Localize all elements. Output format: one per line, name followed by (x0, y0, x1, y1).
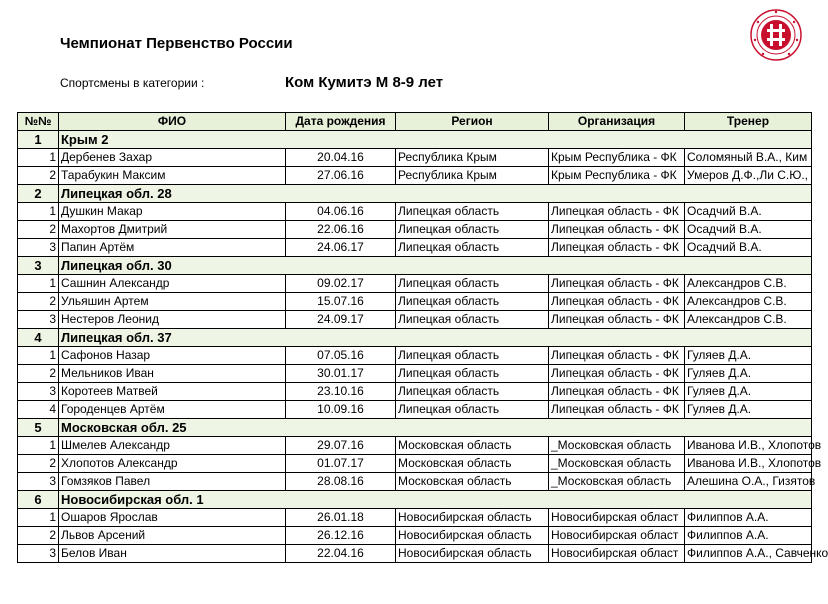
athletes-table (17, 112, 828, 563)
athlete-dob: 24.09.17 (286, 311, 396, 329)
athlete-organization: _Московская область (549, 455, 685, 473)
athlete-dob: 20.04.16 (286, 149, 396, 167)
athlete-organization: _Московская область (549, 473, 685, 491)
athlete-coach: Иванова И.В., Хлопотов (685, 455, 812, 473)
athlete-index: 1 (18, 509, 59, 527)
table-header-row (18, 113, 812, 131)
athlete-coach: Филиппов А.А. (685, 527, 812, 545)
athlete-name: Львов Арсений (59, 527, 286, 545)
athlete-name: Городенцев Артём (59, 401, 286, 419)
athlete-name: Махортов Дмитрий (59, 221, 286, 239)
group-name: Липецкая обл. 28 (59, 185, 812, 203)
athlete-name: Гомзяков Павел (59, 473, 286, 491)
athlete-name: Коротеев Матвей (59, 383, 286, 401)
athlete-coach: Осадчий В.А. (685, 221, 812, 239)
athlete-region: Липецкая область (396, 383, 549, 401)
athlete-dob: 15.07.16 (286, 293, 396, 311)
athlete-coach: Александров С.В. (685, 311, 812, 329)
athlete-name: Папин Артём (59, 239, 286, 257)
athlete-organization: Липецкая область - ФК (549, 221, 685, 239)
athlete-coach: Гуляев Д.А. (685, 347, 812, 365)
athlete-dob: 30.01.17 (286, 365, 396, 383)
table-row (18, 545, 812, 563)
athlete-coach: Александров С.В. (685, 275, 812, 293)
athlete-name: Шмелев Александр (59, 437, 286, 455)
table-row (18, 221, 812, 239)
group-row (18, 185, 812, 203)
athlete-coach: Гуляев Д.А. (685, 383, 812, 401)
athlete-name: Мельников Иван (59, 365, 286, 383)
athlete-organization: Липецкая область - ФК (549, 239, 685, 257)
group-row (18, 257, 812, 275)
table-row (18, 149, 812, 167)
athlete-dob: 22.06.16 (286, 221, 396, 239)
table-row (18, 509, 812, 527)
athlete-index: 1 (18, 203, 59, 221)
athlete-region: Липецкая область (396, 347, 549, 365)
athlete-name: Ошаров Ярослав (59, 509, 286, 527)
group-row (18, 131, 812, 149)
athlete-dob: 09.02.17 (286, 275, 396, 293)
athlete-region: Новосибирская область (396, 509, 549, 527)
category-label: Спортсмены в категории : (60, 76, 205, 90)
athlete-organization: Липецкая область - ФК (549, 293, 685, 311)
athlete-dob: 26.01.18 (286, 509, 396, 527)
athlete-organization: Липецкая область - ФК (549, 383, 685, 401)
group-name: Московская обл. 25 (59, 419, 812, 437)
athlete-index: 2 (18, 455, 59, 473)
athlete-dob: 04.06.16 (286, 203, 396, 221)
athlete-name: Хлопотов Александр (59, 455, 286, 473)
page-title: Чемпионат Первенство России (60, 35, 293, 52)
group-row (18, 491, 812, 509)
athlete-dob: 23.10.16 (286, 383, 396, 401)
athlete-organization: Липецкая область - ФК (549, 311, 685, 329)
group-number: 2 (18, 185, 59, 203)
athlete-region: Новосибирская область (396, 527, 549, 545)
group-row (18, 419, 812, 437)
athlete-index: 4 (18, 401, 59, 419)
athlete-organization: Липецкая область - ФК (549, 275, 685, 293)
athlete-coach: Александров С.В. (685, 293, 812, 311)
athlete-index: 1 (18, 347, 59, 365)
athlete-organization: Липецкая область - ФК (549, 203, 685, 221)
table-row (18, 437, 812, 455)
athlete-name: Тарабукин Максим (59, 167, 286, 185)
table-row (18, 167, 812, 185)
column-header-coach: Тренер (685, 113, 812, 131)
table-row (18, 401, 812, 419)
group-number: 4 (18, 329, 59, 347)
athlete-coach: Алешина О.А., Гизятов (685, 473, 812, 491)
athlete-coach: Умеров Д.Ф.,Ли С.Ю., (685, 167, 812, 185)
athlete-dob: 10.09.16 (286, 401, 396, 419)
athlete-index: 2 (18, 167, 59, 185)
athlete-index: 2 (18, 293, 59, 311)
athlete-coach: Филиппов А.А. (685, 509, 812, 527)
group-name: Липецкая обл. 30 (59, 257, 812, 275)
athlete-region: Московская область (396, 455, 549, 473)
athlete-coach: Гуляев Д.А. (685, 365, 812, 383)
column-header-number: №№ (18, 113, 59, 131)
athlete-dob: 22.04.16 (286, 545, 396, 563)
group-name: Крым 2 (59, 131, 812, 149)
table-row (18, 455, 812, 473)
athlete-organization: Липецкая область - ФК (549, 401, 685, 419)
athlete-index: 2 (18, 221, 59, 239)
group-name: Липецкая обл. 37 (59, 329, 812, 347)
athlete-index: 3 (18, 383, 59, 401)
column-header-dob: Дата рождения (286, 113, 396, 131)
athlete-region: Республика Крым (396, 167, 549, 185)
athlete-region: Липецкая область (396, 221, 549, 239)
athlete-organization: Крым Республика - ФК (549, 149, 685, 167)
athlete-index: 2 (18, 365, 59, 383)
table-row (18, 365, 812, 383)
athlete-region: Московская область (396, 473, 549, 491)
table-row (18, 311, 812, 329)
table-row (18, 527, 812, 545)
column-header-organization: Организация (549, 113, 685, 131)
athlete-region: Липецкая область (396, 401, 549, 419)
athlete-dob: 24.06.17 (286, 239, 396, 257)
group-number: 6 (18, 491, 59, 509)
athlete-name: Сафонов Назар (59, 347, 286, 365)
athlete-name: Душкин Макар (59, 203, 286, 221)
group-number: 3 (18, 257, 59, 275)
athlete-region: Липецкая область (396, 275, 549, 293)
group-name: Новосибирская обл. 1 (59, 491, 812, 509)
athlete-dob: 29.07.16 (286, 437, 396, 455)
category-value: Ком Кумитэ М 8-9 лет (285, 74, 444, 91)
athlete-organization: _Московская область (549, 437, 685, 455)
athlete-dob: 28.08.16 (286, 473, 396, 491)
column-header-name: ФИО (59, 113, 286, 131)
athlete-region: Республика Крым (396, 149, 549, 167)
athlete-region: Новосибирская область (396, 545, 549, 563)
athlete-index: 2 (18, 527, 59, 545)
athlete-coach: Осадчий В.А. (685, 203, 812, 221)
athlete-coach: Гуляев Д.А. (685, 401, 812, 419)
athlete-region: Московская область (396, 437, 549, 455)
athlete-index: 1 (18, 437, 59, 455)
athlete-organization: Липецкая область - ФК (549, 365, 685, 383)
athlete-index: 1 (18, 275, 59, 293)
athlete-region: Липецкая область (396, 365, 549, 383)
table-row (18, 293, 812, 311)
athlete-region: Липецкая область (396, 239, 549, 257)
table-row (18, 383, 812, 401)
table-row (18, 239, 812, 257)
athlete-organization: Новосибирская област (549, 509, 685, 527)
table-row (18, 203, 812, 221)
karate-federation-logo-icon (749, 8, 803, 62)
athlete-index: 3 (18, 239, 59, 257)
table-row (18, 275, 812, 293)
athlete-name: Белов Иван (59, 545, 286, 563)
athlete-index: 3 (18, 311, 59, 329)
athlete-coach: Иванова И.В., Хлопотов (685, 437, 812, 455)
athlete-index: 1 (18, 149, 59, 167)
athlete-dob: 07.05.16 (286, 347, 396, 365)
athlete-organization: Новосибирская област (549, 545, 685, 563)
group-row (18, 329, 812, 347)
table-row (18, 473, 812, 491)
athlete-region: Липецкая область (396, 203, 549, 221)
table-row (18, 347, 812, 365)
athlete-name: Нестеров Леонид (59, 311, 286, 329)
athlete-dob: 26.12.16 (286, 527, 396, 545)
athlete-name: Ульяшин Артем (59, 293, 286, 311)
athlete-coach: Филиппов А.А., Савченко (685, 545, 812, 563)
athlete-dob: 27.06.16 (286, 167, 396, 185)
group-number: 5 (18, 419, 59, 437)
athlete-name: Дербенев Захар (59, 149, 286, 167)
athlete-organization: Липецкая область - ФК (549, 347, 685, 365)
athlete-index: 3 (18, 473, 59, 491)
athlete-region: Липецкая область (396, 293, 549, 311)
athlete-dob: 01.07.17 (286, 455, 396, 473)
athlete-organization: Новосибирская област (549, 527, 685, 545)
athlete-organization: Крым Республика - ФК (549, 167, 685, 185)
athlete-index: 3 (18, 545, 59, 563)
athlete-name: Сашнин Александр (59, 275, 286, 293)
athlete-coach: Соломяный В.А., Ким (685, 149, 812, 167)
group-number: 1 (18, 131, 59, 149)
column-header-region: Регион (396, 113, 549, 131)
athlete-region: Липецкая область (396, 311, 549, 329)
athlete-coach: Осадчий В.А. (685, 239, 812, 257)
